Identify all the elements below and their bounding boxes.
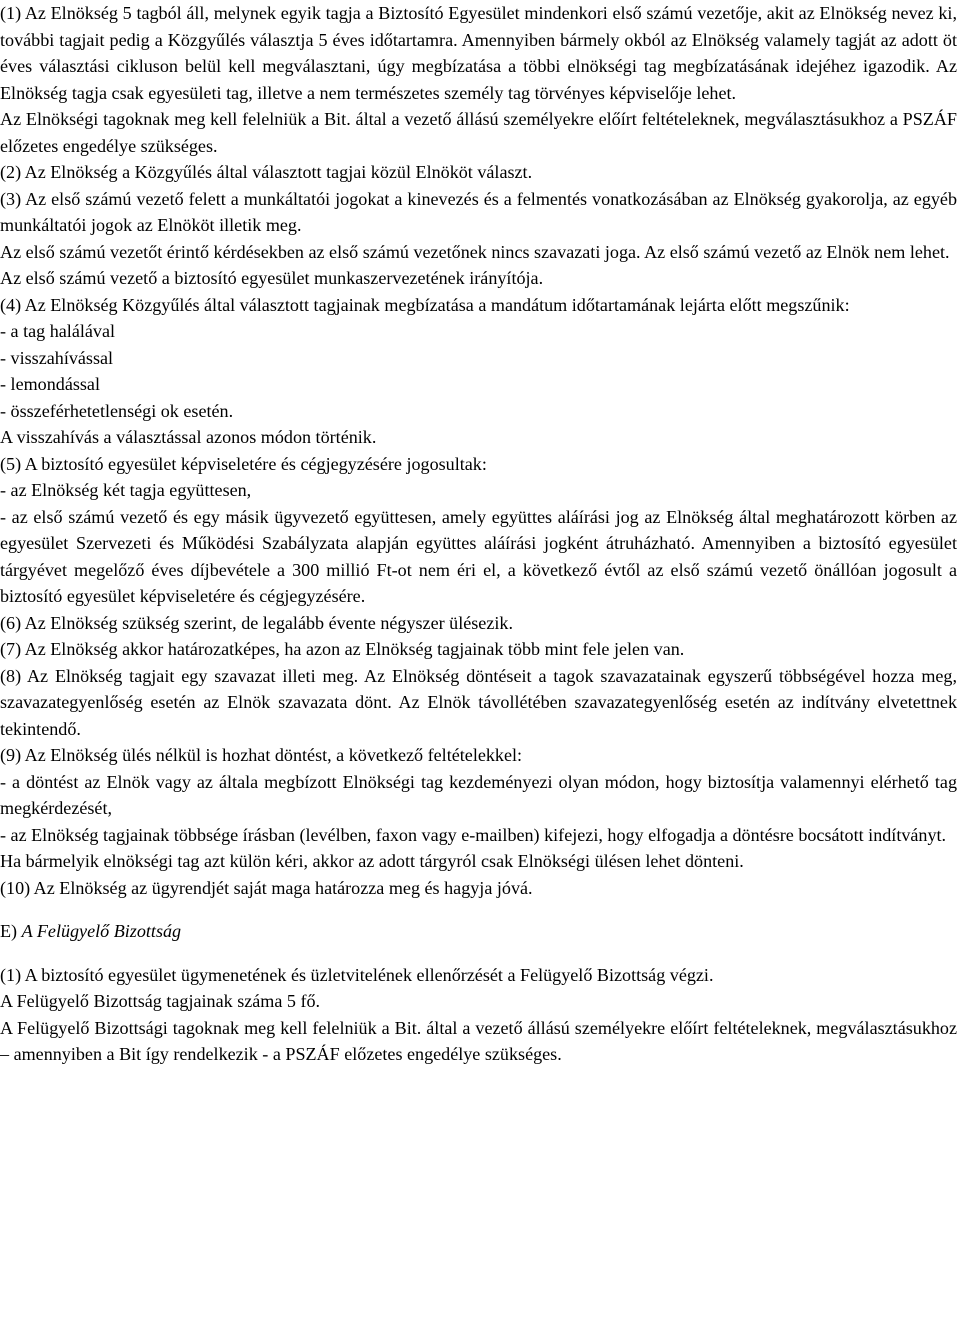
- section-heading-felugyelo-bizottsag: [0, 918, 957, 945]
- section-heading-prefix: E): [0, 921, 22, 941]
- section-spacer: [0, 945, 957, 962]
- paragraph-elnokseg-6: (6) Az Elnökség szükség szerint, de legalább évente négyszer ülésezik.: [0, 612, 513, 633]
- list-item-osszeferhetetlenseg: - összeférhetetlenségi ok esetén.: [0, 400, 234, 421]
- paragraph-fb-1: (1) A biztosító egyesület ügymenetének és üzletvitelének ellenőrzését a Felügyelő Bizottság végzi.: [0, 964, 714, 985]
- paragraph-elnokseg-9: (9) Az Elnökség ülés nélkül is hozhat döntést, a következő feltételekkel:: [0, 745, 523, 765]
- paragraph-elnokseg-feltetelek: Az Elnökségi tagoknak meg kell felelniük a Bit. által a vezető állású személyekre előírt feltételeknek, megválasztásukhoz a PSZÁF előzetes engedélye szükséges.: [0, 109, 957, 156]
- list-item-halal: - a tag halálával: [0, 321, 116, 341]
- list-item-kezdemenyezes: - a döntést az Elnök vagy az általa megbízott Elnökségi tag kezdeményezi olyan módon, hogy biztosítja valamennyi elérhető tag megkérdezését,: [0, 771, 957, 818]
- paragraph-fb-feltetelek: A Felügyelő Bizottsági tagoknak meg kell felelniük a Bit. által a vezető állású személyekre előírt feltételeknek, megválasztásukhoz – amennyiben a Bit így rendelkezik - a PSZÁF előzetes engedélye szükséges.: [0, 1017, 957, 1064]
- paragraph-elnokseg-2: (2) Az Elnökség a Közgyűlés által választott tagjai közül Elnököt választ.: [0, 162, 533, 182]
- paragraph-elnokseg-4: (4) Az Elnökség Közgyűlés által választott tagjainak megbízatása a mandátum időtartamának lejárta előtt megszűnik:: [0, 294, 850, 315]
- paragraph-fb-letszam: A Felügyelő Bizottság tagjainak száma 5 fő.: [0, 991, 321, 1011]
- list-item-visszahivas: - visszahívással: [0, 347, 114, 368]
- paragraph-elnokseg-5: (5) A biztosító egyesület képviseletére és cégjegyzésére jogosultak:: [0, 453, 487, 474]
- section-heading-title: A Felügyelő Bizottság: [21, 921, 182, 941]
- list-item-elso-szamu-vezeto: - az első számú vezető és egy másik ügyvezető együttesen, amely együttes aláírási jog az Elnökség által meghatározott körben az egyesület Szervezeti és Működési Szabályzata alapján együttes aláírási jogként átruházható. Amennyiben a biztosító egyesület tárgyévet megelőző éves díjbevétele a 300 millió Ft-ot nem éri el, a következő évtől az első számú vezető önállóan jogosult a biztosító egyesület képviseletére és cégjegyzésére.: [0, 506, 957, 606]
- list-item-irasbeli-elfogadas: - az Elnökség tagjainak többsége írásban (levélben, faxon vagy e-mailben) kifejezi, hogy elfogadja a döntésre bocsátott indítványt.: [0, 824, 947, 845]
- list-item-lemondas: - lemondással: [0, 374, 100, 394]
- paragraph-elnokseg-10: (10) Az Elnökség az ügyrendjét saját maga határozza meg és hagyja jóvá.: [0, 877, 533, 898]
- paragraph-munkaszervezet: Az első számú vezető a biztosító egyesület munkaszervezetének irányítója.: [0, 268, 544, 288]
- paragraph-elnoksegi-ules: Ha bármelyik elnökségi tag azt külön kéri, akkor az adott tárgyról csak Elnökségi ülésen lehet dönteni.: [0, 851, 744, 871]
- section-spacer: [0, 901, 957, 918]
- paragraph-visszahivas-modja: A visszahívás a választással azonos módon történik.: [0, 427, 377, 447]
- paragraph-elnokseg-1: (1) Az Elnökség 5 tagból áll, melynek egyik tagja a Biztosító Egyesület mindenkori első számú vezetője, akit az Elnökség nevez ki, további tagjait pedig a Közgyűlés választja 5 éves időtartamra. Amennyiben bármely okból az Elnökség valamely tagját az adott öt éves választási cikluson belül kell megválasztani, úgy megbízatása a többi elnökségi tag megbízatásának idejéhez igazodik. Az Elnökség tagja csak egyesületi tag, illetve a nem természetes személy tag törvényes képviselője lehet.: [0, 3, 957, 103]
- paragraph-szavazati-jog: Az első számú vezetőt érintő kérdésekben az első számú vezetőnek nincs szavazati joga. Az első számú vezető az Elnök nem lehet.: [0, 241, 950, 262]
- paragraph-elnokseg-8: (8) Az Elnökség tagjait egy szavazat illeti meg. Az Elnökség döntéseit a tagok szavazatainak egyszerű többségével hozza meg, szavazategyenlőség esetén az Elnök szavazata dönt. Az Elnök távollétében szavazategyenlőség esetén az indítvány elvetettnek tekintendő.: [0, 665, 957, 739]
- list-item-ket-tag: - az Elnökség két tagja együttesen,: [0, 480, 252, 500]
- paragraph-elnokseg-7: (7) Az Elnökség akkor határozatképes, ha azon az Elnökség tagjainak több mint fele jelen van.: [0, 639, 685, 659]
- paragraph-elnokseg-3: (3) Az első számú vezető felett a munkáltatói jogokat a kinevezés és a felmentés vonatkozásában az Elnökség gyakorolja, az egyéb munkáltatói jogok az Elnököt illetik meg.: [0, 188, 957, 235]
